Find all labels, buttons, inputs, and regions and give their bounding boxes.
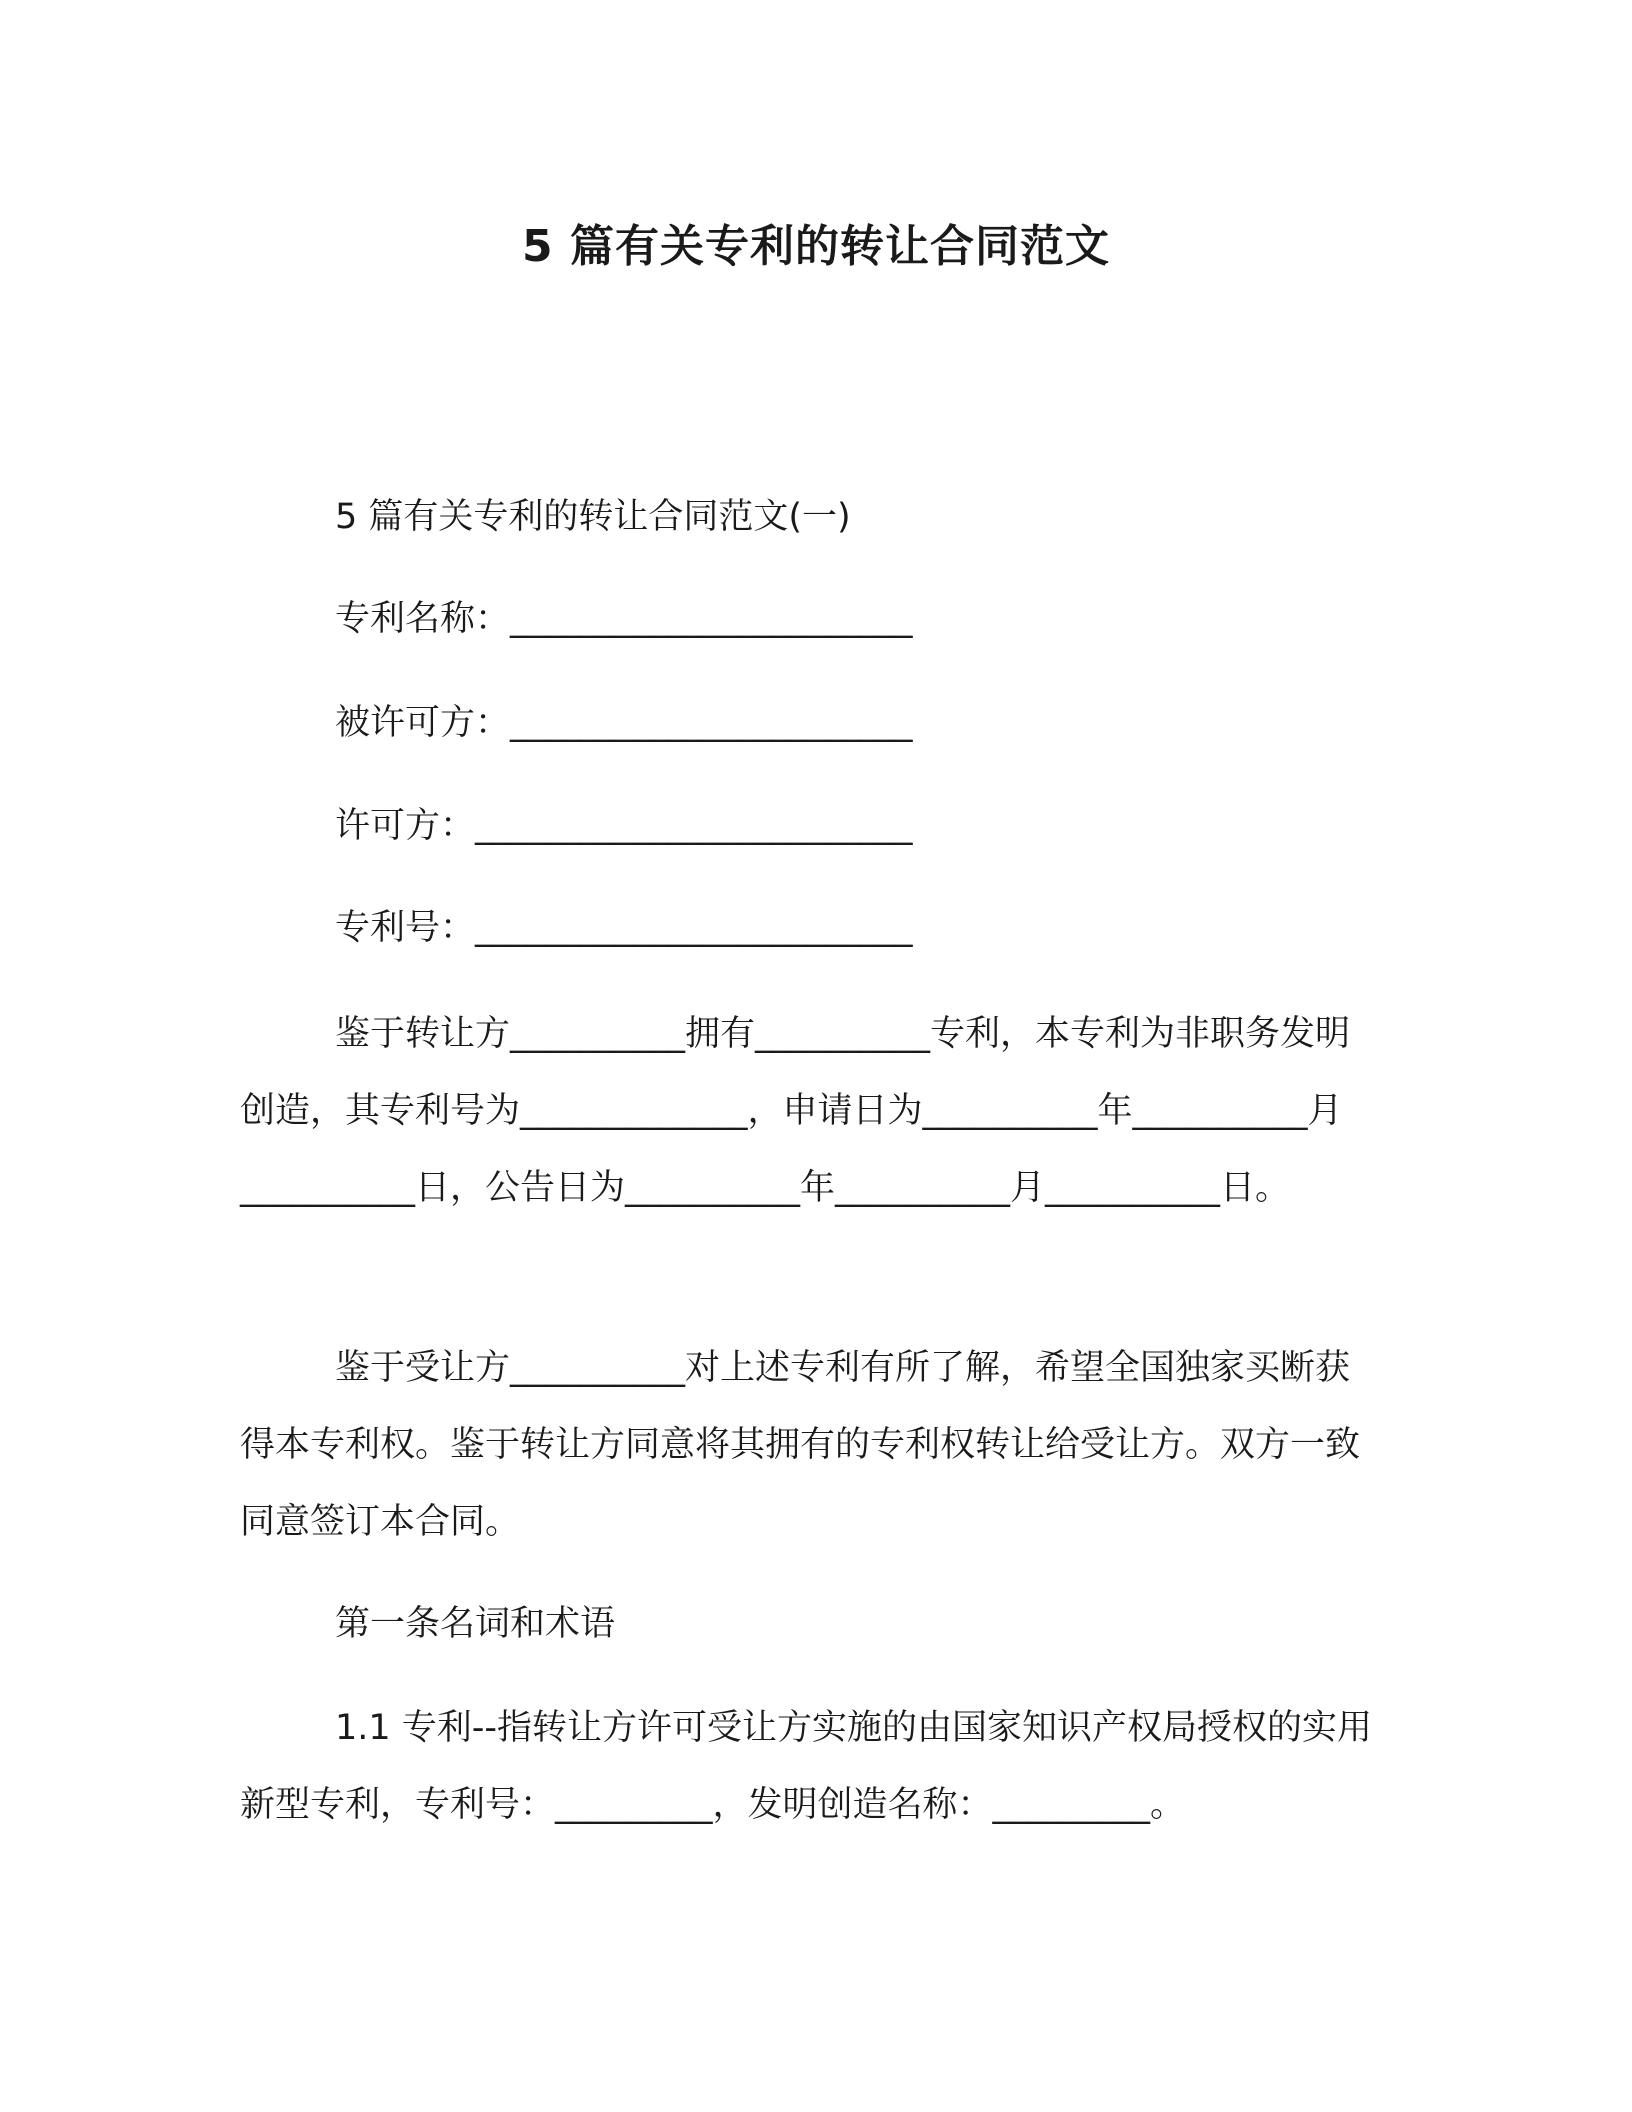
paragraph-transferee bbox=[240, 1330, 1380, 1561]
field-label: 专利名称： bbox=[335, 599, 511, 639]
paragraph-text: 鉴于转让方__________拥有__________专利，本专利为非职务发明创造，其专利号为_____________，申请日为__________年__________月__________日，公告日为__________年__________月__________日。 bbox=[240, 1014, 1351, 1208]
field-blank: _______________________ bbox=[510, 703, 913, 743]
paragraph-text: 1.1 专利--指转让方许可受让方实施的由国家知识产权局授权的实用新型专利，专利号：_________，发明创造名称：_________。 bbox=[240, 1708, 1373, 1825]
paragraph-transferor bbox=[240, 996, 1380, 1227]
section-heading: 5 篇有关专利的转让合同范文(一) bbox=[335, 497, 851, 537]
article-1-heading: 第一条名词和术语 bbox=[335, 1604, 616, 1644]
field-patent-name bbox=[335, 597, 913, 643]
field-blank: _________________________ bbox=[475, 806, 913, 846]
field-licensee bbox=[335, 701, 913, 747]
field-licensor bbox=[335, 804, 913, 850]
paragraph-text: 鉴于受让方__________对上述专利有所了解，希望全国独家买断获得本专利权。鉴于转让方同意将其拥有的专利权转让给受让方。双方一致同意签订本合同。 bbox=[240, 1348, 1361, 1542]
field-label: 专利号： bbox=[335, 908, 476, 948]
field-patent-number bbox=[335, 906, 913, 952]
document-title: 5 篇有关专利的转让合同范文 bbox=[522, 221, 1110, 272]
field-blank: _______________________ bbox=[510, 599, 913, 639]
field-label: 被许可方： bbox=[335, 703, 511, 743]
article-1-1 bbox=[240, 1690, 1380, 1844]
field-label: 许可方： bbox=[335, 806, 476, 846]
field-blank: _________________________ bbox=[475, 908, 913, 948]
